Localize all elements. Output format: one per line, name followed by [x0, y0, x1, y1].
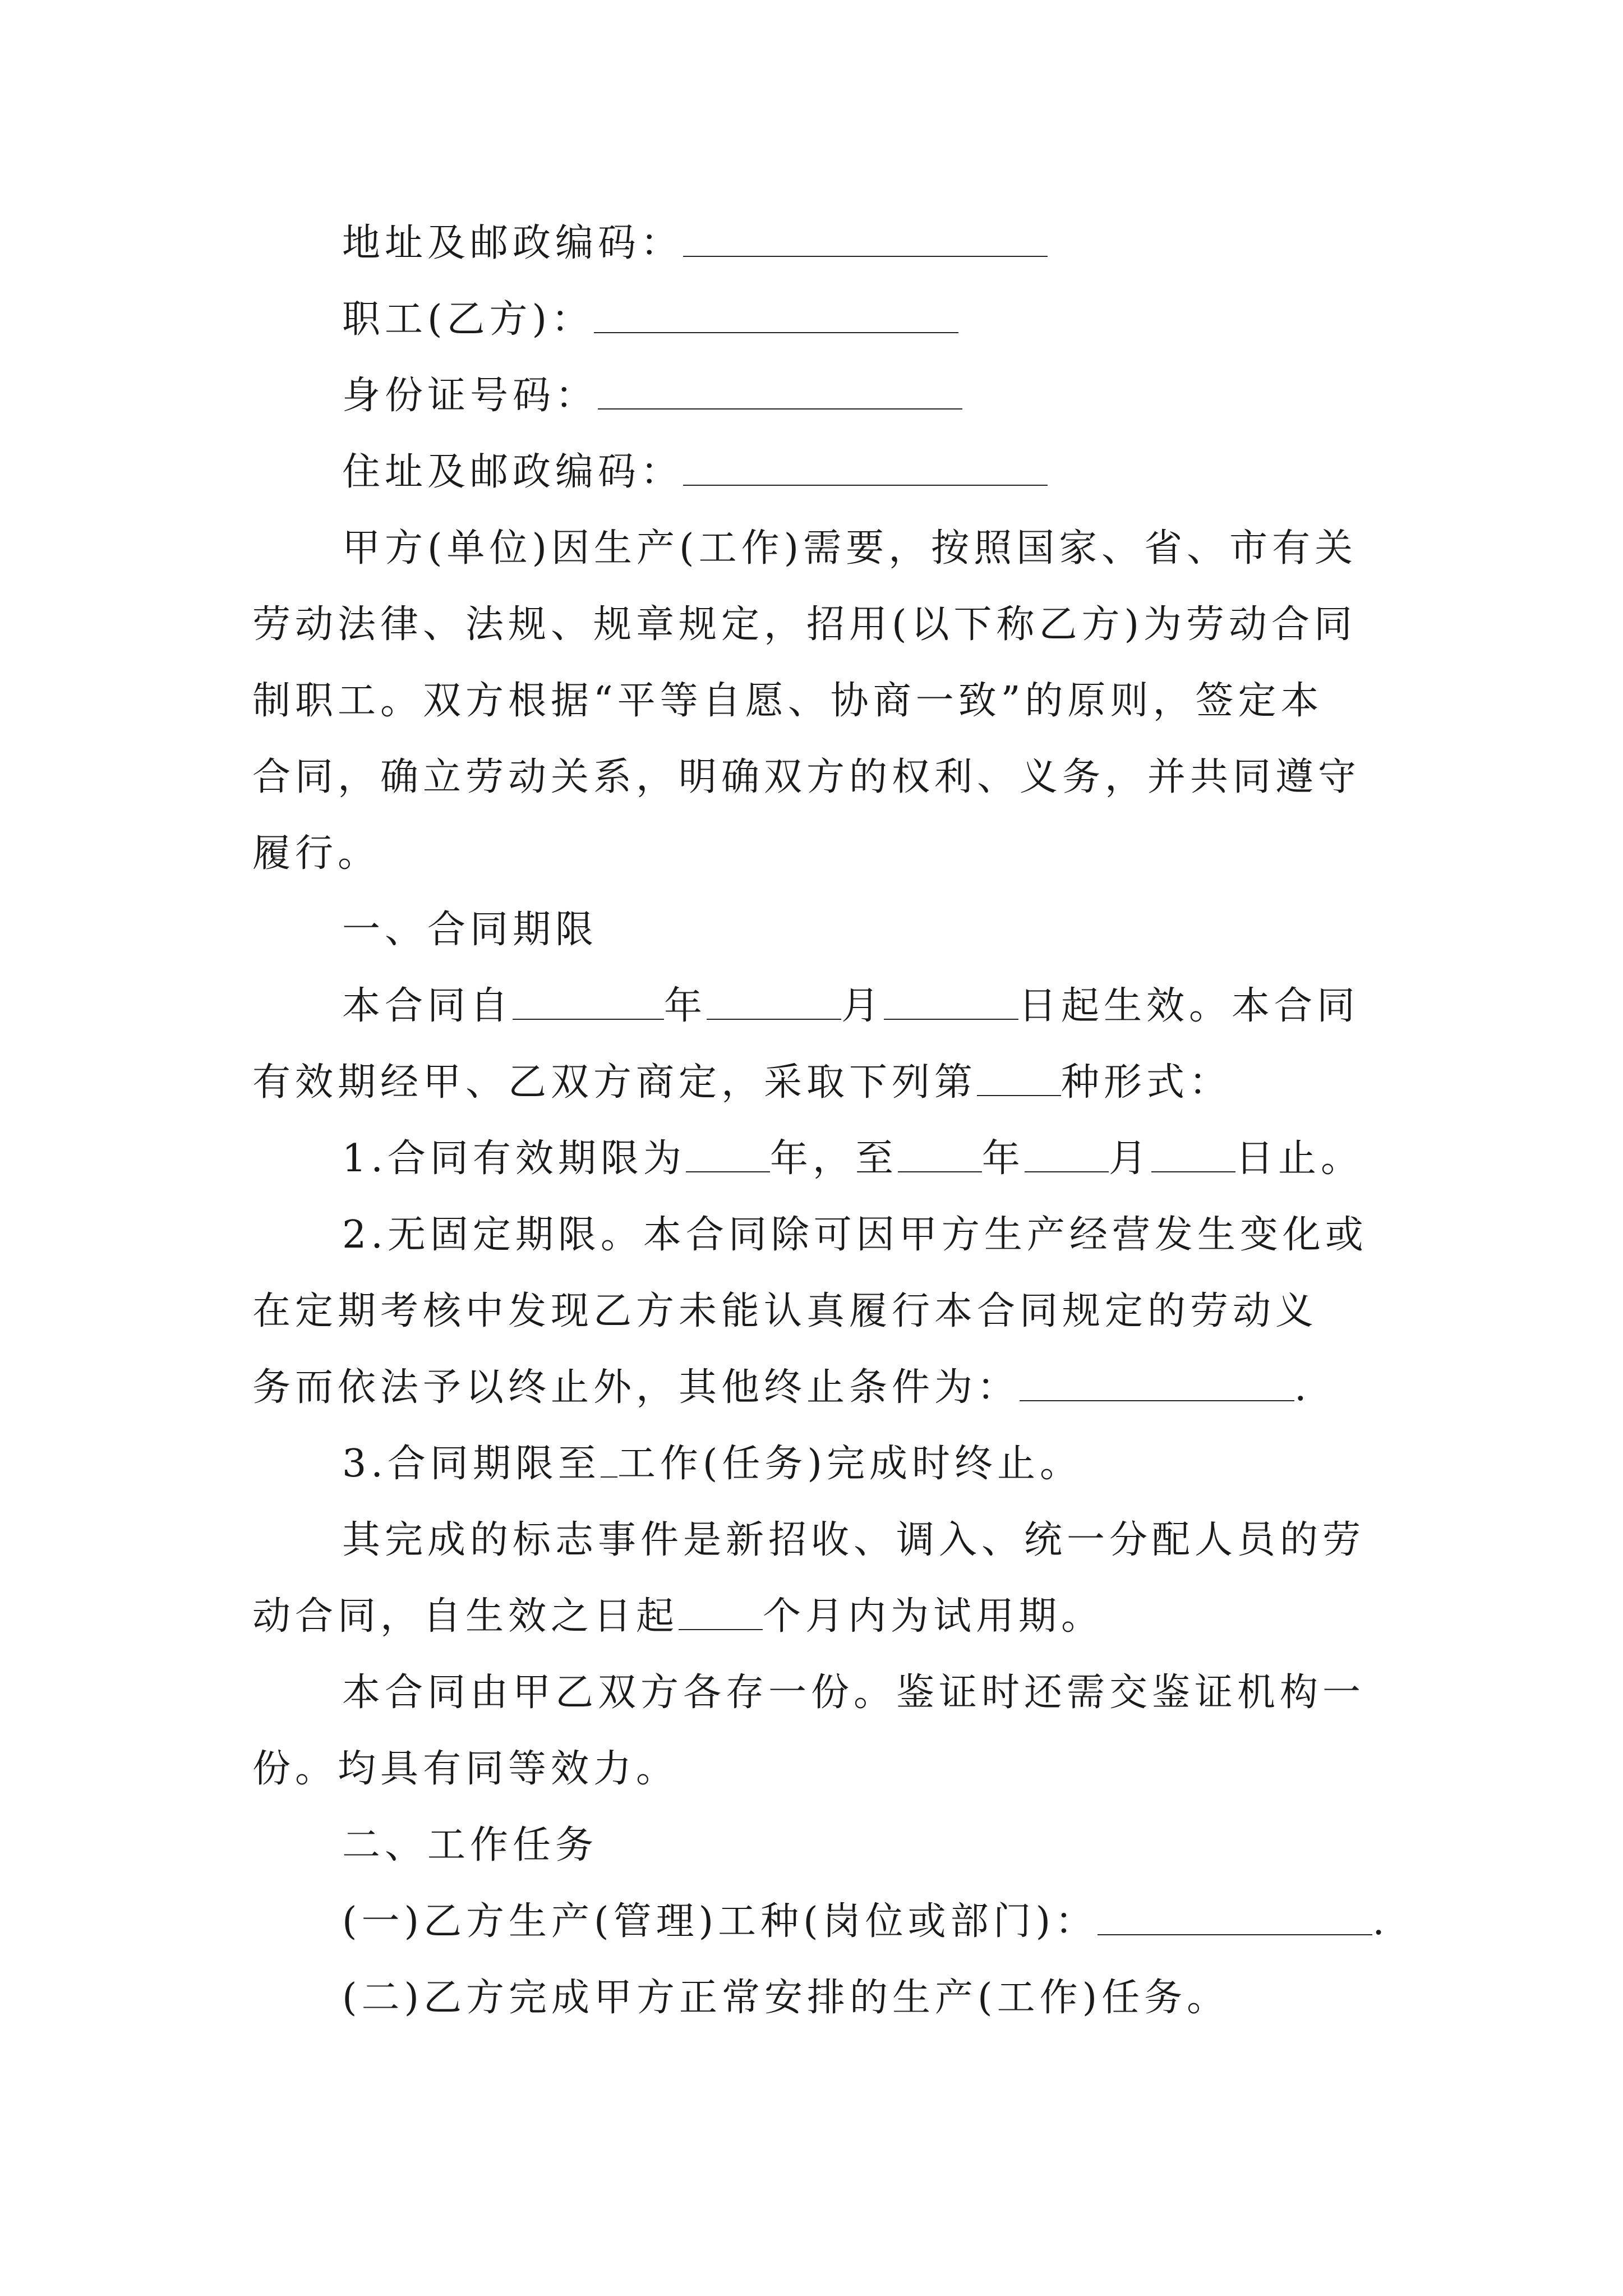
month-label: 月 — [841, 984, 884, 1028]
item3-prefix: 3.合同期限至 — [342, 1442, 601, 1486]
task-line: (二)乙方完成甲方正常安排的生产(工作)任务。 — [342, 1976, 1230, 2020]
term-item-2-line — [252, 1365, 1311, 1410]
item1-end: 日止。 — [1235, 1137, 1363, 1181]
residence-label: 住址及邮政编码： — [342, 450, 684, 494]
copies-line: 份。均具有同等效力。 — [252, 1747, 679, 1791]
end-day-blank — [1151, 1166, 1235, 1172]
end-year-blank — [898, 1166, 982, 1172]
item1-year-to: 年，至 — [769, 1137, 898, 1181]
day-blank — [884, 1013, 1018, 1020]
address-field — [342, 221, 1048, 265]
section2-heading: 二、工作任务 — [342, 1823, 598, 1867]
year-label: 年 — [664, 984, 707, 1028]
section1-heading: 一、合同期限 — [342, 908, 598, 952]
residence-field — [342, 450, 1048, 494]
intro-line: 制职工。双方根据“平等自愿、协商一致”的原则，签定本 — [252, 679, 1324, 723]
item3-suffix: 工作(任务)完成时终止。 — [617, 1442, 1082, 1486]
effective-suffix: 日起生效。本合同 — [1018, 984, 1360, 1028]
termination-condition-blank — [1020, 1395, 1294, 1401]
effective-date-line — [342, 984, 1360, 1028]
term-item-2: 2.无固定期限。本合同除可因甲方生产经营发生变化或 — [342, 1213, 1368, 1257]
residence-blank — [683, 479, 1048, 486]
probation-line: 其完成的标志事件是新招收、调入、统一分配人员的劳 — [342, 1518, 1366, 1562]
employee-label: 职工(乙方)： — [342, 297, 594, 342]
form-choice-line — [252, 1060, 1232, 1105]
intro-line: 劳动法律、法规、规章规定，招用(以下称乙方)为劳动合同 — [252, 602, 1357, 647]
id-number-field — [342, 374, 962, 418]
effective-prefix: 本合同自 — [342, 984, 513, 1028]
item1-prefix: 1.合同有效期限为 — [342, 1137, 686, 1181]
item2-condition-label: 务而依法予以终止外，其他终止条件为： — [252, 1365, 1020, 1410]
address-blank — [683, 250, 1048, 257]
probation-suffix: 个月内为试用期。 — [763, 1594, 1104, 1639]
term-item-1 — [342, 1137, 1363, 1181]
term-years-blank — [686, 1166, 770, 1172]
intro-line: 甲方(单位)因生产(工作)需要，按照国家、省、市有关 — [342, 526, 1358, 570]
item1-year: 年 — [981, 1137, 1025, 1181]
term-item-2-line: 在定期考核中发现乙方未能认真履行本合同规定的劳动义 — [252, 1289, 1318, 1333]
item1-month: 月 — [1108, 1137, 1151, 1181]
intro-line: 合同，确立劳动关系，明确双方的权利、义务，并共同遵守 — [252, 755, 1361, 799]
term-item-3 — [342, 1442, 1082, 1486]
job-type-period: . — [1372, 1899, 1389, 1944]
probation-period-line — [252, 1594, 1104, 1639]
end-month-blank — [1025, 1166, 1109, 1172]
id-number-label: 身份证号码： — [342, 374, 598, 418]
job-type-label: (一)乙方生产(管理)工种(岗位或部门)： — [342, 1899, 1098, 1944]
item2-period: . — [1294, 1365, 1311, 1410]
job-type-blank — [1098, 1929, 1372, 1935]
id-number-blank — [598, 403, 962, 409]
employee-field — [342, 297, 958, 342]
year-blank — [513, 1013, 664, 1020]
probation-months-blank — [679, 1623, 763, 1630]
form-prefix: 有效期经甲、乙双方商定，采取下列第 — [252, 1060, 978, 1105]
copies-line: 本合同由甲乙双方各存一份。鉴证时还需交鉴证机构一 — [342, 1671, 1366, 1715]
employee-blank — [594, 326, 958, 333]
form-suffix: 种形式： — [1061, 1060, 1232, 1105]
task-blank — [601, 1471, 617, 1478]
intro-line: 履行。 — [252, 831, 381, 876]
probation-prefix: 动合同，自生效之日起 — [252, 1594, 679, 1639]
month-blank — [707, 1013, 841, 1020]
form-blank — [977, 1089, 1061, 1096]
address-label: 地址及邮政编码： — [342, 221, 684, 265]
job-type-line — [342, 1899, 1389, 1944]
